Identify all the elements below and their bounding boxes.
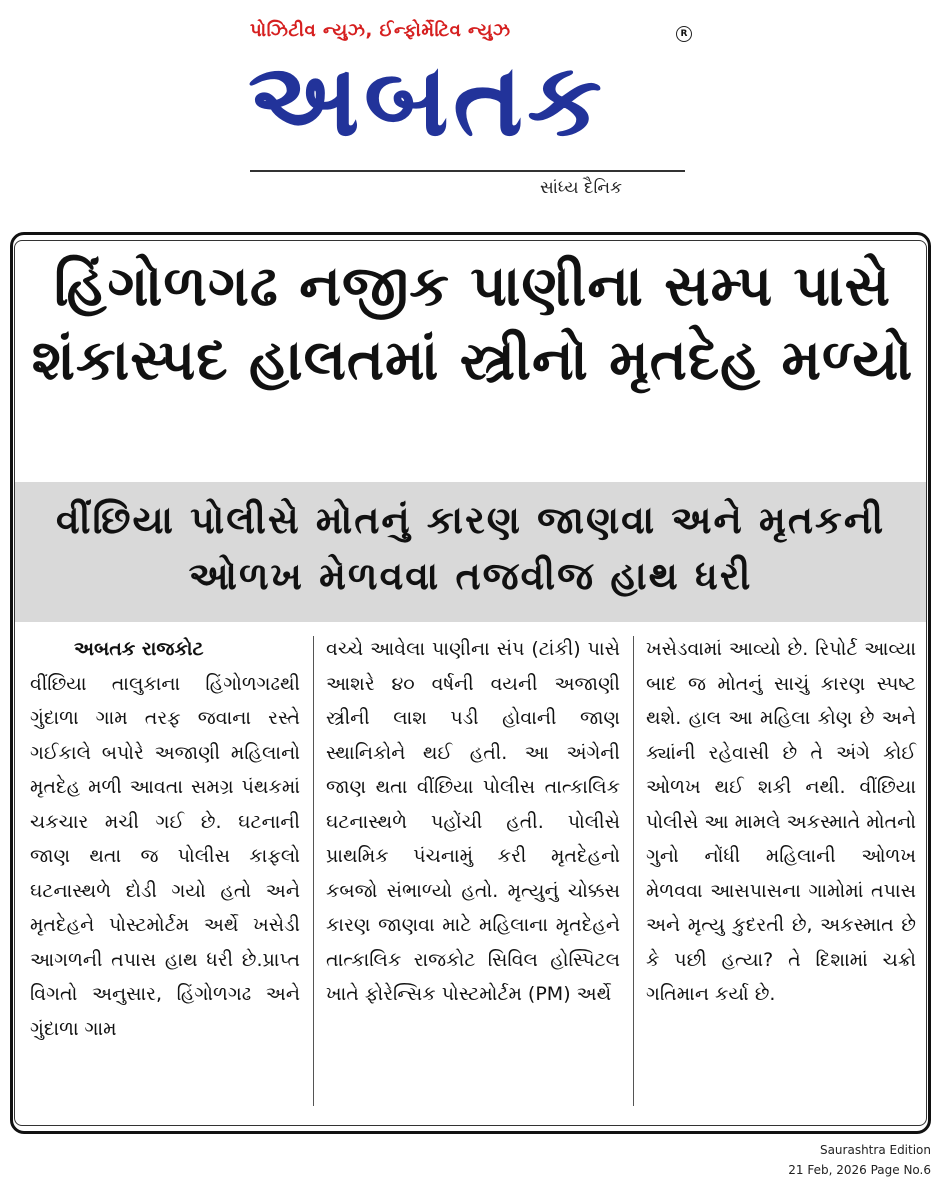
article-dateline: અબતક રાજકોટ (74, 638, 204, 660)
article-column-2 (326, 632, 620, 1012)
registered-mark: R (676, 26, 692, 42)
article-headline: હિંગોળગઢ નજીક પાણીના સમ્પ પાસે શંકાસ્પદ હાલતમાં સ્ત્રીનો મૃતદેહ મળ્યો (31, 254, 914, 393)
article-column-3 (646, 632, 916, 1012)
column-divider (633, 636, 634, 1106)
article-column-1 (30, 632, 300, 1046)
column-2-text: વચ્ચે આવેલા પાણીના સંપ (ટાંકી) પાસે આશરે ૪૦ વર્ષની વયની અજાણી સ્ત્રીની લાશ પડી હોવાની જાણ સ્થાનિકોને થઈ હતી. આ અંગેની જાણ થતા વીંછિયા પોલીસ તાત્કાલિક ઘટનાસ્થળે પહોંચી હતી. પોલીસે પ્રાથમિક પંચનામું કરી મૃતદેહનો કબજો સંભાળ્યો હતો. મૃત્યુનું ચોક્કસ કારણ જાણવા માટે મહિલાના મૃતદેહને તાત્કાલિક રાજકોટ સિવિલ હોસ્પિટલ ખાતે ફોરેન્સિક પોસ્ટમોર્ટમ (PM) અર્થે (326, 638, 620, 1005)
masthead-divider (250, 170, 685, 172)
masthead-tagline: પોઝિટીવ ન્યુઝ, ઈન્ફોર્મેટિવ ન્યુઝ (250, 20, 511, 41)
footer-edition: Saurashtra Edition (819, 1143, 931, 1157)
article-subheadline: વીંછિયા પોલીસે મોતનું કારણ જાણવા અને મૃતકની ઓળખ મેળવવા તજવીજ હાથ ધરી (55, 498, 886, 598)
column-divider (313, 636, 314, 1106)
edition-label: સાંધ્ય દૈનિક (540, 178, 623, 198)
column-1-text: વીંછિયા તાલુકાના હિંગોળગઢથી ગુંદાળા ગામ તરફ જવાના રસ્તે ગઈકાલે બપોરે અજાણી મહિલાનો મૃતદેહ મળી આવતા સમગ્ર પંથકમાં ચકચાર મચી ગઈ છે. ઘટનાની જાણ થતા જ પોલીસ કાફલો ઘટનાસ્થળે દોડી ગયો હતો અને મૃતદેહને પોસ્ટમોર્ટમ અર્થે ખસેડી આગળની તપાસ હાથ ધરી છે.પ્રાપ્ત વિગતો અનુસાર, હિંગોળગઢ અને ગુંદાળા ગામ (30, 672, 300, 1040)
column-3-text: ખસેડવામાં આવ્યો છે. રિપોર્ટ આવ્યા બાદ જ મોતનું સાચું કારણ સ્પષ્ટ થશે. હાલ આ મહિલા કોણ છે અને ક્યાંની રહેવાસી છે તે અંગે કોઈ ઓળખ થઈ શકી નથી. વીંછિયા પોલીસે આ મામલે અકસ્માતે મોતનો ગુનો નોંધી મહિલાની ઓળખ મેળવવા આસપાસના ગામોમાં તપાસ અને મૃત્યુ કુદરતી છે, અકસ્માત છે કે પછી હત્યા? તે દિશામાં ચક્રો ગતિમાન કર્યા છે. (646, 638, 916, 1005)
newspaper-logo: અબતક (248, 41, 607, 158)
masthead (0, 0, 941, 215)
footer-date-page: 21 Feb, 2026 Page No.6 (788, 1163, 931, 1177)
